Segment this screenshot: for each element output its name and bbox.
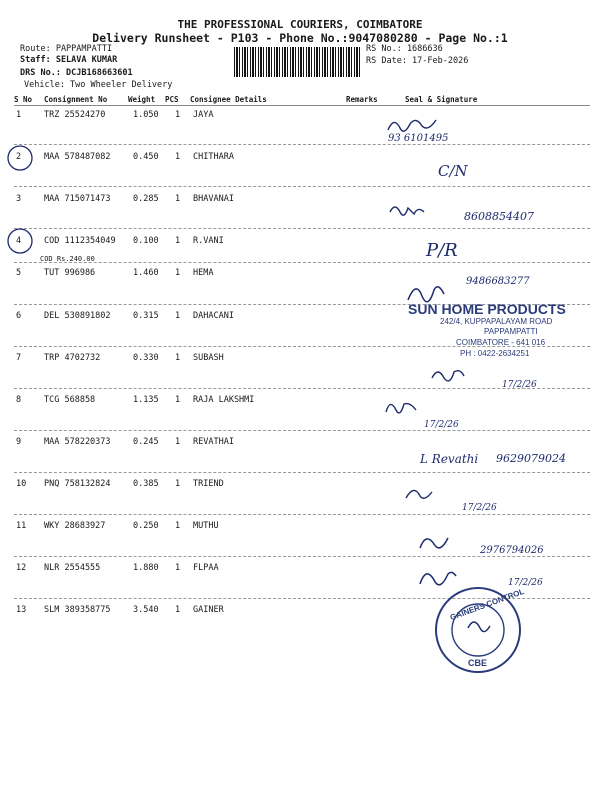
row-consignee: SUBASH [193, 353, 224, 363]
handwritten-phone-row-3: 8608854407 [464, 210, 534, 223]
row-consignee: BHAVANAI [193, 194, 234, 204]
signature-row-8 [386, 404, 416, 413]
row-consignee: R.VANI [193, 236, 224, 246]
sun-stamp-line3: COIMBATORE - 641 016 [456, 338, 546, 347]
col-pcs: PCS [165, 95, 179, 104]
signature-row-1 [388, 120, 436, 131]
runsheet-title: Delivery Runsheet - P103 - Phone No.:9047080280 - Page No.:1 [92, 31, 508, 45]
signature-row-5 [408, 287, 444, 302]
signature-row-10 [406, 490, 432, 498]
handwritten-phone-row-5: 9486683277 [466, 276, 530, 287]
row-pcs: 1 [175, 268, 181, 278]
signature-row-3 [390, 207, 424, 215]
row-pcs: 1 [175, 563, 181, 573]
row-pcs: 1 [175, 152, 181, 162]
row-sno: 2 [16, 152, 22, 162]
row-weight: 1.880 [133, 563, 159, 573]
drs-label: DRS No.: DCJB168663601 [20, 68, 133, 78]
row-consignment: TRZ 25524270 [44, 110, 106, 120]
handwritten-date-row-12: 17/2/26 [508, 578, 543, 588]
row-sno: 1 [16, 110, 22, 120]
gainers-stamp-top-text: GAINERS CONTROL [448, 586, 526, 623]
circle-mark-row-2 [8, 146, 32, 170]
signature-row-13 [468, 622, 490, 632]
row-weight: 1.050 [133, 110, 159, 120]
handwritten-phone-row-11: 2976794026 [480, 545, 544, 556]
row-consignment: MAA 578220373 [44, 437, 111, 447]
signature-row-7 [432, 371, 464, 381]
row-consignment: PNQ 758132824 [44, 479, 111, 489]
row-pcs: 1 [175, 353, 181, 363]
signature-row-12 [420, 572, 456, 584]
row-pcs: 1 [175, 521, 181, 531]
col-sno: S No [14, 95, 33, 104]
row-consignee: GAINER [193, 605, 224, 615]
row-consignment: TCG 568858 [44, 395, 96, 405]
gainers-stamp-bottom-text: CBE [468, 658, 488, 668]
route-label: Route: PAPPAMPATTI [20, 44, 113, 54]
signature-row-11 [420, 538, 448, 548]
row-consignee: CHITHARA [193, 152, 234, 162]
handwritten-phone-row-9: 9629079024 [496, 452, 566, 465]
row-pcs: 1 [175, 605, 181, 615]
row-sno: 11 [16, 521, 27, 531]
row-consignee: HEMA [193, 268, 214, 278]
row-consignment: TRP 4702732 [44, 353, 101, 363]
row-weight: 0.315 [133, 311, 159, 321]
col-seal: Seal & Signature [405, 95, 478, 104]
row-sno: 8 [16, 395, 22, 405]
col-weight: Weight [128, 95, 156, 104]
row-weight: 0.245 [133, 437, 159, 447]
row-consignment: WKY 28683927 [44, 521, 106, 531]
company-name: THE PROFESSIONAL COURIERS, COIMBATORE [177, 18, 423, 31]
circle-mark-row-4 [8, 229, 32, 253]
col-remarks: Remarks [346, 95, 378, 104]
row-consignment: TUT 996986 [44, 268, 96, 278]
row-consignee: FLPAA [193, 563, 219, 573]
sun-stamp-name: SUN HOME PRODUCTS [408, 301, 566, 317]
cod-amount-note: COD Rs.240.00 [40, 255, 95, 263]
row-consignee: DAHACANI [193, 311, 234, 321]
row-weight: 0.100 [133, 236, 159, 246]
rs-number: RS No.: 1686636 [366, 44, 443, 54]
row-weight: 1.135 [133, 395, 159, 405]
row-pcs: 1 [175, 395, 181, 405]
row-sno: 12 [16, 563, 27, 573]
col-consignment: Consignment No [44, 95, 108, 104]
handwritten-sign-row-9: L Revathi [420, 452, 479, 466]
row-sno: 6 [16, 311, 22, 321]
row-sno: 5 [16, 268, 22, 278]
row-consignee: RAJA LAKSHMI [193, 395, 255, 405]
row-consignment: DEL 530891802 [44, 311, 111, 321]
row-consignment: NLR 2554555 [44, 563, 101, 573]
row-consignee: MUTHU [193, 521, 219, 531]
staff-label: Staff: SELAVA KUMAR [20, 55, 118, 65]
row-pcs: 1 [175, 311, 181, 321]
handwritten-phone-row-1: 93 6101495 [388, 133, 449, 144]
row-consignee: JAYA [193, 110, 214, 120]
sun-stamp-line2: PAPPAMPATTI [484, 327, 538, 336]
row-pcs: 1 [175, 437, 181, 447]
rs-date: RS Date: 17-Feb-2026 [366, 56, 469, 66]
row-sno: 13 [16, 605, 27, 615]
row-consignment: MAA 578487082 [44, 152, 111, 162]
row-sno: 10 [16, 479, 27, 489]
row-consignee: TRIEND [193, 479, 224, 489]
sun-stamp-line4: PH : 0422-2634251 [460, 349, 530, 358]
row-pcs: 1 [175, 236, 181, 246]
row-sno: 7 [16, 353, 22, 363]
handwritten-cn-row-2: C/N [438, 162, 468, 180]
row-weight: 0.450 [133, 152, 159, 162]
row-weight: 0.250 [133, 521, 159, 531]
sun-stamp-line1: 242/4, KUPPAPALAYAM ROAD [440, 317, 553, 326]
row-consignment: SLM 389358775 [44, 605, 111, 615]
row-weight: 1.460 [133, 268, 159, 278]
handwritten-date-row-10: 17/2/26 [462, 503, 497, 513]
row-weight: 0.330 [133, 353, 159, 363]
row-sno: 4 [16, 236, 22, 246]
row-weight: 3.540 [133, 605, 159, 615]
col-consignee: Consignee Details [190, 95, 267, 104]
vehicle-label: Vehicle: Two Wheeler Delivery [24, 80, 173, 90]
row-pcs: 1 [175, 110, 181, 120]
row-sno: 3 [16, 194, 22, 204]
row-weight: 0.385 [133, 479, 159, 489]
row-weight: 0.285 [133, 194, 159, 204]
handwritten-date-row-7: 17/2/26 [502, 380, 537, 390]
row-consignee: REVATHAI [193, 437, 234, 447]
handwritten-pr-row-4: P/R [426, 240, 458, 261]
row-sno: 9 [16, 437, 22, 447]
handwritten-date-row-8: 17/2/26 [424, 420, 459, 430]
row-consignment: COD 1112354049 [44, 236, 116, 246]
row-consignment: MAA 715071473 [44, 194, 111, 204]
row-pcs: 1 [175, 194, 181, 204]
row-pcs: 1 [175, 479, 181, 489]
